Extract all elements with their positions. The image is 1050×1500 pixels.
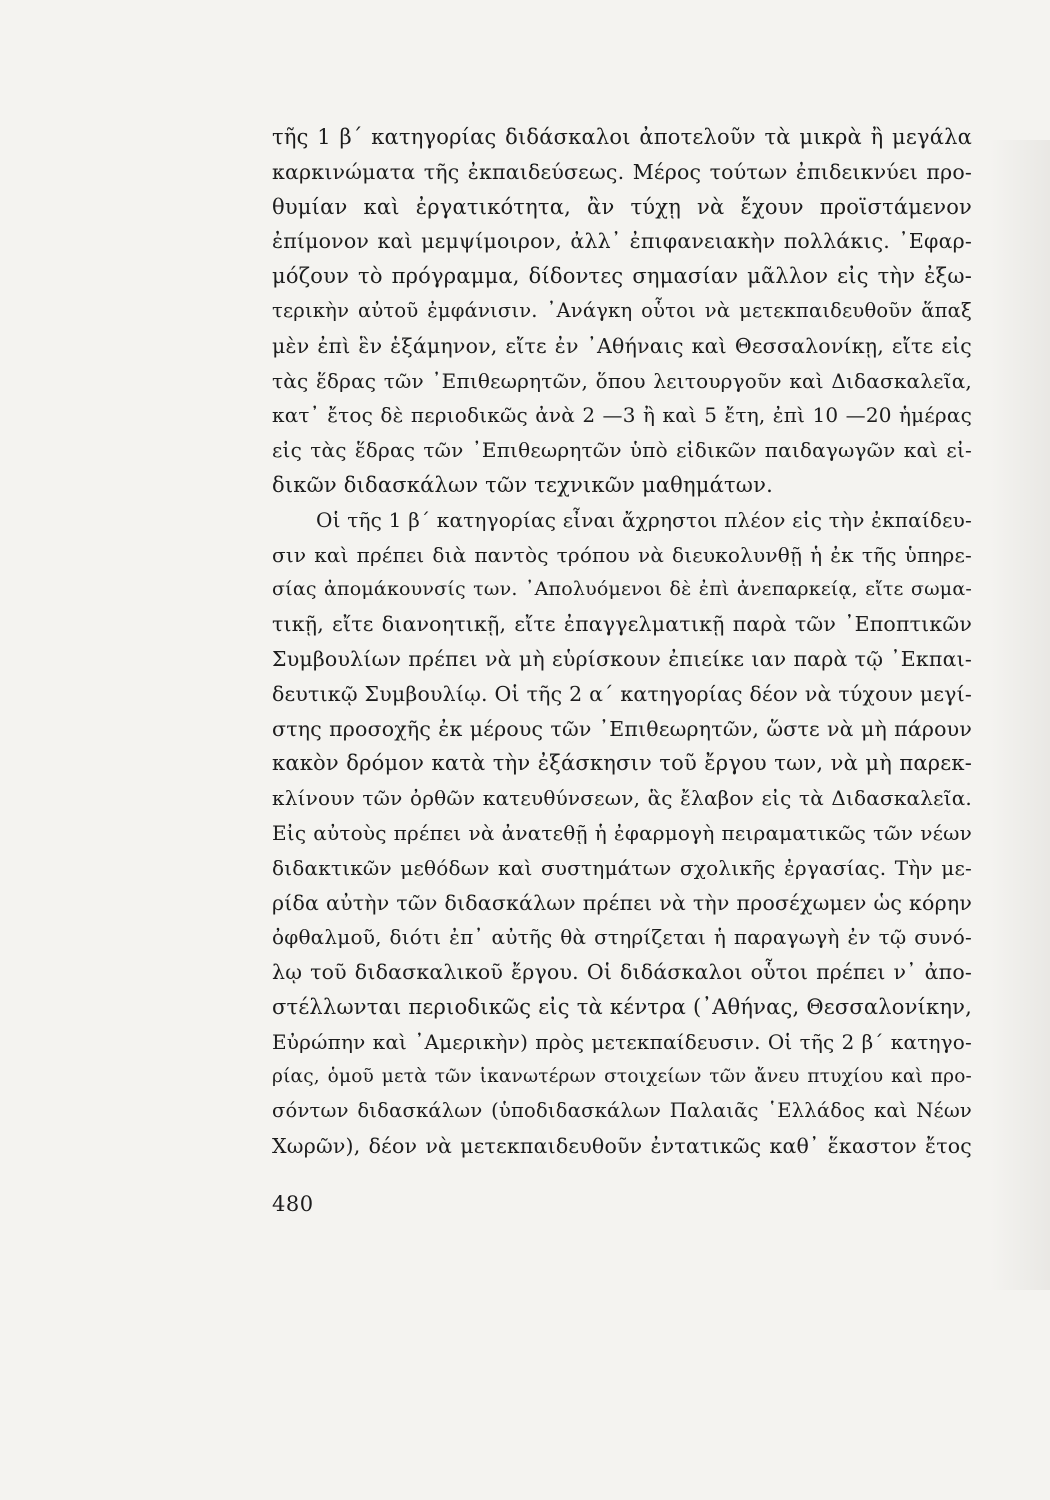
- text-line: ρίδα αὐτὴν τῶν διδασκάλων πρέπει νὰ τὴν προσέχωμεν ὡς κόρην: [272, 890, 972, 915]
- text-line: Χωρῶν), δέον νὰ μετεκπαιδευθοῦν ἐντατικῶς καθ᾽ ἕκαστον ἔτος: [272, 1134, 972, 1159]
- text-line: ρίας, ὁμοῦ μετὰ τῶν ἱκανωτέρων στοιχείων τῶν ἄνευ πτυχίου καὶ προ-: [272, 1065, 972, 1087]
- text-line: σόντων διδασκάλων (ὑποδιδασκάλων Παλαιᾶς ῾Ελλάδος καὶ Νέων: [272, 1099, 972, 1123]
- text-line: στέλλωνται περιοδικῶς εἰς τὰ κέντρα (᾿Αθήνας, Θεσσαλονίκην,: [272, 994, 972, 1019]
- text-line: δευτικῷ Συμβουλίῳ. Οἱ τῆς 2 α΄ κατηγορίας δέον νὰ τύχουν μεγί-: [272, 681, 972, 706]
- body-text: [272, 120, 972, 1164]
- text-line: Εἰς αὐτοὺς πρέπει νὰ ἀνατεθῇ ἡ ἐφαρμογὴ πειραματικῶς τῶν νέων: [272, 820, 972, 845]
- text-line: διδακτικῶν μεθόδων καὶ συστημάτων σχολικῆς ἐργασίας. Τὴν με-: [272, 855, 972, 880]
- text-line: μόζουν τὸ πρόγραμμα, δίδοντες σημασίαν μᾶλλον εἰς τὴν ἐξω-: [272, 264, 972, 289]
- text-line: σίας ἀπομάκουνσίς των. ᾿Απολυόμενοι δὲ ἐπὶ ἀνεπαρκείᾳ, εἴτε σωμα-: [272, 578, 972, 601]
- text-line: τερικὴν αὐτοῦ ἐμφάνισιν. ᾿Ανάγκη οὗτοι νὰ μετεκπαιδευθοῦν ἅπαξ: [272, 298, 972, 322]
- text-line: ὀφθαλμοῦ, διότι ἐπ᾽ αὐτῆς θὰ στηρίζεται ἡ παραγωγὴ ἐν τῷ συνό-: [272, 925, 972, 950]
- text-line: Οἱ τῆς 1 β΄ κατηγορίας εἶναι ἄχρηστοι πλέον εἰς τὴν ἐκπαίδευ-: [316, 507, 972, 532]
- text-line: λῳ τοῦ διδασκαλικοῦ ἔργου. Οἱ διδάσκαλοι οὗτοι πρέπει ν᾽ ἀπο-: [272, 960, 972, 985]
- text-line: θυμίαν καὶ ἐργατικότητα, ἂν τύχῃ νὰ ἔχουν προϊστάμενον: [272, 194, 972, 219]
- text-line: Συμβουλίων πρέπει νὰ μὴ εὑρίσκουν ἐπιείκε ιαν παρὰ τῷ ᾿Εκπαι-: [272, 646, 972, 671]
- text-line: δικῶν διδασκάλων τῶν τεχνικῶν μαθημάτων.: [272, 472, 773, 497]
- text-line: εἰς τὰς ἕδρας τῶν ᾿Επιθεωρητῶν ὑπὸ εἰδικῶν παιδαγωγῶν καὶ εἰ-: [272, 438, 972, 463]
- page-number: 480: [272, 1192, 314, 1216]
- text-line: Εὐρώπην καὶ ᾿Αμερικὴν) πρὸς μετεκπαίδευσιν. Οἱ τῆς 2 β΄ κατηγο-: [272, 1029, 972, 1054]
- text-line: κατ᾽ ἔτος δὲ περιοδικῶς ἀνὰ 2 —3 ἢ καὶ 5 ἔτη, ἐπὶ 10 —20 ἡμέρας: [272, 403, 972, 428]
- text-line: κλίνουν τῶν ὀρθῶν κατευθύνσεων, ἃς ἔλαβον εἰς τὰ Διδασκαλεῖα.: [272, 786, 972, 811]
- page-bleed-shadow: [990, 140, 1050, 1290]
- text-line: τῆς 1 β΄ κατηγορίας διδάσκαλοι ἀποτελοῦν τὰ μικρὰ ἢ μεγάλα: [272, 125, 972, 149]
- text-line: μὲν ἐπὶ ἓν ἑξάμηνον, εἴτε ἐν ᾿Αθήναις καὶ Θεσσαλονίκῃ, εἴτε εἰς: [272, 333, 972, 358]
- text-line: τικῇ, εἴτε διανοητικῇ, εἴτε ἐπαγγελματικῇ παρὰ τῶν ᾿Εποπτικῶν: [272, 612, 972, 637]
- text-line: στης προσοχῆς ἐκ μέρους τῶν ᾿Επιθεωρητῶν, ὥστε νὰ μὴ πάρουν: [272, 716, 972, 741]
- text-line: ἐπίμονον καὶ μεμψίμοιρον, ἀλλ᾽ ἐπιφανειακὴν πολλάκις. ᾿Εφαρ-: [272, 229, 972, 254]
- text-line: σιν καὶ πρέπει διὰ παντὸς τρόπου νὰ διευκολυνθῇ ἡ ἐκ τῆς ὑπηρε-: [272, 542, 972, 567]
- text-line: κακὸν δρόμον κατὰ τὴν ἐξάσκησιν τοῦ ἔργου των, νὰ μὴ παρεκ-: [272, 751, 972, 776]
- text-line: τὰς ἕδρας τῶν ᾿Επιθεωρητῶν, ὅπου λειτουργοῦν καὶ Διδασκαλεῖα,: [272, 368, 972, 393]
- text-line: καρκινώματα τῆς ἐκπαιδεύσεως. Μέρος τούτων ἐπιδεικνύει προ-: [272, 159, 972, 184]
